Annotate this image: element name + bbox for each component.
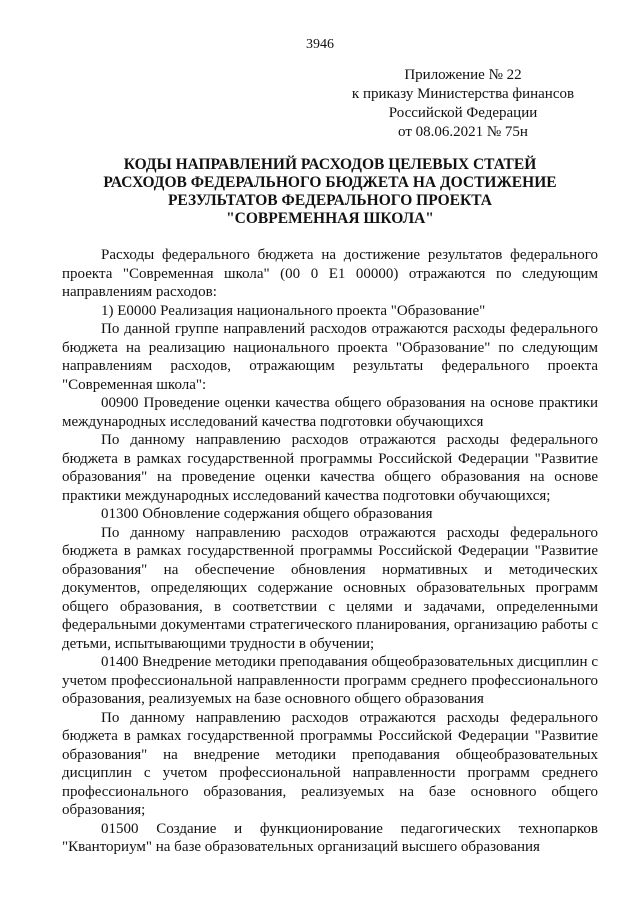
paragraph-intro: Расходы федерального бюджета на достижение результатов федерального проекта "Современная школа" (00 0 Е1 00000) отражаются по следующим направлениям расходов: <box>62 247 598 300</box>
title-line-1: КОДЫ НАПРАВЛЕНИЙ РАСХОДОВ ЦЕЛЕВЫХ СТАТЕЙ <box>123 156 537 173</box>
title-line-4: "СОВРЕМЕННАЯ ШКОЛА" <box>226 210 434 227</box>
document-title <box>60 156 600 228</box>
appendix-country: Российской Федерации <box>388 105 538 121</box>
document-body <box>62 246 598 857</box>
paragraph-group-description: По данной группе направлений расходов отражаются расходы федерального бюджета на реализацию национального проекта "Образование" по следующим направлениям расходов, отражающим результаты федерального проекта "Современная школа": <box>62 321 598 393</box>
paragraph-code-01300-description: По данному направлению расходов отражаются расходы федерального бюджета в рамках государственной программы Российской Федерации "Развитие образования" на обеспечение обновления нормативных и методических документов, определяющих содержание основных образовательных программ общего образования, в соответствии с целями и задачами, определенными федеральными документами стратегического планирования, организацию работы с детьми, испытывающими трудности в обучении; <box>62 524 598 652</box>
title-line-2: РАСХОДОВ ФЕДЕРАЛЬНОГО БЮДЖЕТА НА ДОСТИЖЕНИЕ <box>103 174 557 191</box>
paragraph-code-01300: 01300 Обновление содержания общего образования <box>101 506 433 522</box>
paragraph-code-01400: 01400 Внедрение методики преподавания общеобразовательных дисциплин с учетом профессиональной направленности программ среднего профессионального образования, реализуемых на базе основного общего образования <box>62 654 598 707</box>
page-number: 3946 <box>306 37 334 52</box>
title-line-3: РЕЗУЛЬТАТОВ ФЕДЕРАЛЬНОГО ПРОЕКТА <box>167 192 493 209</box>
appendix-header <box>333 66 593 142</box>
paragraph-code-00900: 00900 Проведение оценки качества общего образования на основе практики международных исследований качества подготовки обучающихся <box>62 395 598 430</box>
appendix-order-date: от 08.06.2021 № 75н <box>398 124 528 140</box>
paragraph-item-1: 1) Е0000 Реализация национального проекта "Образование" <box>101 302 486 319</box>
paragraph-code-01400-description: По данному направлению расходов отражаются расходы федерального бюджета в рамках государственной программы Российской Федерации "Развитие образования" на внедрение методики преподавания общеобразовательных дисциплин с учетом профессиональной направленности программ среднего профессионального образования, реализуемых на базе основного общего образования; <box>62 709 598 818</box>
appendix-order-ref: к приказу Министерства финансов <box>351 86 575 102</box>
paragraph-code-01500: 01500 Создание и функционирование педагогических технопарков "Кванториум" на базе образовательных организаций высшего образования <box>62 820 598 855</box>
paragraph-code-00900-description: По данному направлению расходов отражаются расходы федерального бюджета в рамках государственной программы Российской Федерации "Развитие образования" на проведение оценки качества общего образования на основе практики международных исследований качества подготовки обучающихся; <box>62 432 598 504</box>
appendix-number: Приложение № 22 <box>404 67 522 83</box>
